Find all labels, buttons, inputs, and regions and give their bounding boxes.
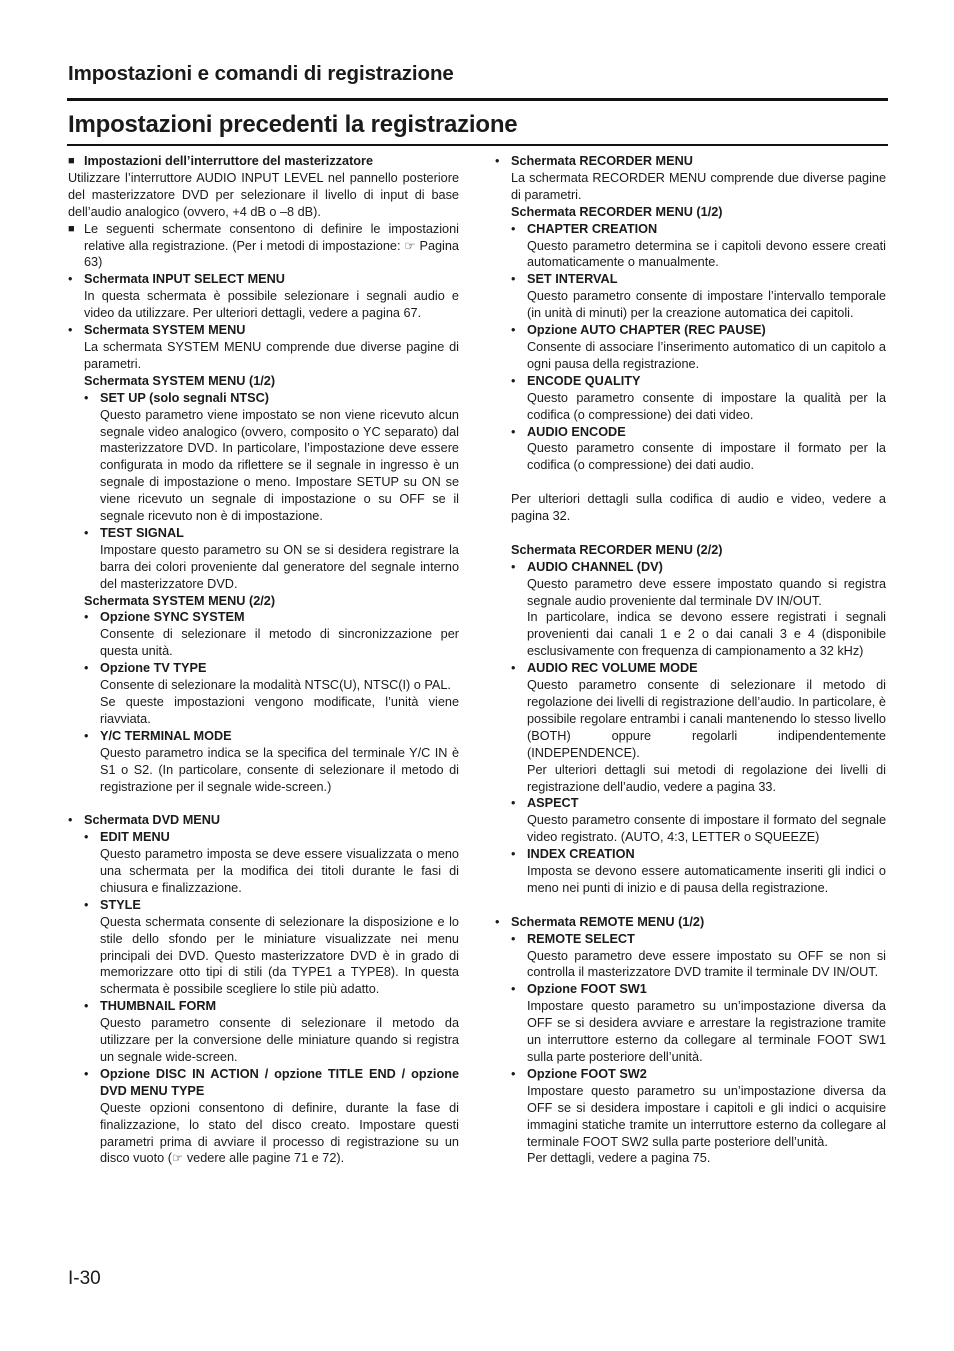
subheading: Schermata RECORDER MENU (2/2) — [511, 542, 723, 557]
item-text: Questo parametro viene impostato se non viene ricevuto alcun segnale video analogico (ovvero, composito o YC separato) dal masterizzatore DVD. In particolare, l’impostazione deve essere configurata in modo da riflettere se il segnale in ingresso è un segnale di impostazione o meno. Impostare SETUP su ON se viene ricevuto un segnale di impostazione o su OFF se il segnale ricevuto non è di impostazione. — [100, 407, 459, 524]
item-title: STYLE — [100, 897, 141, 912]
spacer — [495, 897, 886, 914]
item-text: Questo parametro consente di impostare il formato per la codifica (o compressione) dei dati audio. — [527, 441, 886, 473]
section-header: Impostazioni e comandi di registrazione — [68, 62, 454, 85]
item-title: ASPECT — [527, 796, 579, 811]
item-text: Questo parametro consente di selezionare il metodo di regolazione dei livelli di registrazione dell’audio. In particolare, è possibile regolare entrambi i canali mantenendo lo stesso livello (BOTH) oppure regolarli indipendentemente (INDEPENDENCE). — [527, 678, 886, 760]
item-text: Per dettagli, vedere a pagina 75. — [527, 1151, 711, 1166]
list-item — [84, 609, 459, 626]
item-text: Questo parametro deve essere impostato su OFF se non si controlla il masterizzatore DVD tramite il terminale DV IN/OUT. — [527, 948, 886, 980]
item-text: In particolare, indica se devono essere registrati i segnali provenienti dai canali 1 e 2 o dai canali 3 e 4 (disponibile esclusivamente con frequenza di campionamento a 32 kHz) — [527, 610, 886, 659]
title-rule — [67, 144, 888, 146]
item-text: Questo parametro consente di impostare la qualità per la codifica (o compressione) dei dati video. — [527, 390, 886, 422]
bullet-icon: • — [84, 728, 89, 743]
item-title: Opzione SYNC SYSTEM — [100, 610, 245, 625]
item-text: Queste opzioni consentono di definire, durante la fase di finalizzazione, lo stato del disco creato. Impostare questi parametri prima di avviare il processo di registrazione su un disco vuoto (☞ vedere alle pagine 71 e 72). — [100, 1100, 459, 1166]
bullet-icon: • — [84, 999, 89, 1014]
item-title: Opzione FOOT SW1 — [527, 982, 647, 997]
bullet-icon: • — [511, 982, 516, 997]
item-text: Consente di associare l’inserimento automatico di un capitolo a ogni pausa della registrazione. — [527, 339, 886, 371]
item-title: Opzione AUTO CHAPTER (REC PAUSE) — [527, 323, 766, 338]
list-item — [68, 221, 459, 272]
item-title: Schermata REMOTE MENU (1/2) — [511, 914, 705, 929]
item-title: AUDIO ENCODE — [527, 424, 626, 439]
bullet-icon: • — [68, 323, 73, 338]
spacer — [68, 795, 459, 812]
bullet-icon: • — [511, 559, 516, 574]
item-title: ENCODE QUALITY — [527, 373, 641, 388]
list-item — [511, 846, 886, 863]
item-title: Schermata DVD MENU — [84, 813, 221, 828]
bullet-icon: • — [84, 610, 89, 625]
bullet-icon: • — [511, 661, 516, 676]
spacer — [495, 525, 886, 542]
item-title: SET UP (solo segnali NTSC) — [100, 390, 269, 405]
item-text: Questo parametro consente di selezionare il metodo da utilizzare per la conversione delle miniature quando si registra un segnale wide-screen. — [100, 1016, 459, 1065]
item-text: Impostare questo parametro su ON se si desidera registrare la barra dei colori proveniente dal generatore del segnale interno del masterizzatore DVD. — [100, 542, 459, 591]
item-text: Questo parametro consente di impostare l’intervallo temporale (in unità di minuti) per la creazione automatica dei capitoli. — [527, 289, 886, 321]
list-item — [511, 221, 886, 238]
spacer — [495, 474, 886, 491]
item-text: Questo parametro determina se i capitoli devono essere creati automaticamente o manualmente. — [527, 238, 886, 270]
item-text: Questa schermata consente di selezionare la disposizione e lo stile dello sfondo per le miniature visualizzate nei menu principali dei DVD. Questo masterizzatore DVD è in grado di memorizzare otto tipi di stili (da TYPE1 a TYPE8). In questa schermata è possibile scegliere lo stile più adatto. — [100, 914, 459, 997]
item-title: Opzione TV TYPE — [100, 661, 207, 676]
list-item — [84, 897, 459, 914]
list-item — [511, 322, 886, 339]
bullet-icon: • — [84, 390, 89, 405]
bullet-icon: • — [511, 373, 516, 388]
item-title: INDEX CREATION — [527, 847, 635, 862]
item-text: In questa schermata è possibile selezionare i segnali audio e video da utilizzare. Per ulteriori dettagli, vedere a pagina 67. — [84, 289, 459, 321]
section-interruttore — [68, 153, 459, 170]
paragraph: Utilizzare l’interruttore AUDIO INPUT LEVEL nel pannello posteriore del masterizzatore DVD per selezionare il livello di input di base dell’audio analogico (ovvero, +4 dB o –8 dB). — [68, 170, 459, 219]
bullet-icon: • — [511, 221, 516, 236]
section-heading: Impostazioni dell’interruttore del masterizzatore — [84, 154, 374, 168]
bullet-icon: • — [511, 1066, 516, 1081]
bullet-icon: • — [84, 661, 89, 676]
list-item — [511, 795, 886, 812]
bullet-icon: • — [511, 796, 516, 811]
item-text: Impostare questo parametro su un’impostazione diversa da OFF se si desidera impostare i capitoli e gli indici o acquisire immagini statiche tramite un interruttore esterno da collegare al terminale FOOT SW2 sulla parte posteriore dell’unità. — [527, 1083, 886, 1149]
item-text: Questo parametro imposta se deve essere visualizzata o meno una schermata per la modifica dei titoli durante le fasi di chiusura e finalizzazione. — [100, 847, 459, 895]
note: Per ulteriori dettagli sulla codifica di audio e video, vedere a pagina 32. — [511, 492, 886, 524]
bullet-icon: • — [511, 847, 516, 862]
item-text: Consente di selezionare il metodo di sincronizzazione per questa unità. — [100, 627, 459, 659]
item-title: Y/C TERMINAL MODE — [100, 728, 232, 743]
square-bullet-icon: ■ — [68, 155, 75, 167]
list-item — [84, 1066, 459, 1100]
bullet-icon: • — [84, 525, 89, 540]
item-text: Questo parametro indica se la specifica del terminale Y/C IN è S1 o S2. (In particolare, consente di selezionare il metodo di registrazione per il segnale wide-screen.) — [100, 745, 459, 794]
item-title: EDIT MENU — [100, 830, 170, 845]
square-bullet-icon: ■ — [68, 222, 75, 235]
list-item — [84, 390, 459, 407]
left-column — [68, 153, 459, 1167]
item-title: Schermata SYSTEM MENU — [84, 323, 246, 338]
item-title: Opzione FOOT SW2 — [527, 1066, 647, 1081]
subheading: Schermata SYSTEM MENU (1/2) — [84, 373, 276, 388]
bullet-icon: • — [511, 272, 516, 287]
item-text: Per ulteriori dettagli sui metodi di regolazione dei livelli di registrazione dell’audio, vedere a pagina 33. — [527, 762, 886, 794]
page-number: I-30 — [68, 1268, 101, 1289]
paragraph: Le seguenti schermate consentono di definire le impostazioni relative alla registrazione. (Per i metodi di impostazione: ☞ Pagina 63) — [84, 221, 459, 270]
item-text: Impostare questo parametro su un’impostazione diversa da OFF se si desidera avviare e arrestare la registrazione tramite un interruttore esterno da collegare al terminale FOOT SW1 sulla parte posteriore dell’unità. — [527, 999, 886, 1064]
bullet-icon: • — [495, 914, 500, 929]
item-title: Opzione DISC IN ACTION / opzione TITLE END / opzione DVD MENU TYPE — [100, 1066, 459, 1098]
bullet-icon: • — [68, 272, 73, 287]
item-title: THUMBNAIL FORM — [100, 999, 217, 1014]
list-item — [84, 829, 459, 846]
bullet-icon: • — [84, 830, 89, 845]
item-text: Questo parametro consente di impostare il formato del segnale video registrato. (AUTO, 4:3, LETTER o SQUEEZE) — [527, 813, 886, 845]
item-title: AUDIO REC VOLUME MODE — [527, 661, 698, 676]
item-text: La schermata RECORDER MENU comprende due diverse pagine di parametri. — [511, 170, 886, 202]
list-item — [84, 660, 459, 677]
list-item — [84, 998, 459, 1015]
subheading: Schermata RECORDER MENU (1/2) — [511, 204, 723, 219]
list-item — [511, 559, 886, 576]
header-rule — [67, 98, 888, 101]
bullet-icon: • — [511, 323, 516, 338]
item-title: SET INTERVAL — [527, 272, 618, 287]
item-text: Se queste impostazioni vengono modificate, l’unità viene riavviata. — [100, 695, 459, 726]
bullet-icon: • — [84, 897, 89, 912]
right-column — [495, 153, 886, 1167]
list-item — [68, 812, 459, 829]
list-item — [511, 373, 886, 390]
page-title: Impostazioni precedenti la registrazione — [68, 111, 518, 138]
item-text: Questo parametro deve essere impostato quando si registra segnale audio proveniente dal terminale DV IN/OUT. — [527, 576, 886, 608]
item-title: AUDIO CHANNEL (DV) — [527, 559, 663, 574]
list-item — [511, 660, 886, 677]
list-item — [84, 525, 459, 542]
subheading: Schermata SYSTEM MENU (2/2) — [84, 593, 276, 608]
list-item — [68, 271, 459, 288]
list-item — [511, 981, 886, 998]
list-item — [84, 728, 459, 745]
list-item — [495, 153, 886, 170]
list-item — [495, 914, 886, 931]
item-title: REMOTE SELECT — [527, 931, 635, 946]
bullet-icon: • — [511, 424, 516, 439]
list-item — [511, 271, 886, 288]
bullet-icon: • — [495, 154, 500, 168]
item-text: Imposta se devono essere automaticamente inseriti gli indici o meno nei punti di inizio e di pausa della registrazione. — [527, 864, 886, 895]
item-text: La schermata SYSTEM MENU comprende due diverse pagine di parametri. — [84, 339, 459, 371]
list-item — [68, 322, 459, 339]
item-title: Schermata RECORDER MENU — [511, 154, 693, 168]
bullet-icon: • — [68, 813, 73, 828]
list-item — [511, 1066, 886, 1083]
item-text: Consente di selezionare la modalità NTSC(U), NTSC(I) o PAL. — [100, 678, 451, 693]
item-title: TEST SIGNAL — [100, 525, 184, 540]
item-title: Schermata INPUT SELECT MENU — [84, 272, 285, 287]
item-title: CHAPTER CREATION — [527, 221, 658, 236]
list-item — [511, 931, 886, 948]
list-item — [511, 424, 886, 441]
bullet-icon: • — [511, 931, 516, 946]
bullet-icon: • — [84, 1066, 89, 1081]
